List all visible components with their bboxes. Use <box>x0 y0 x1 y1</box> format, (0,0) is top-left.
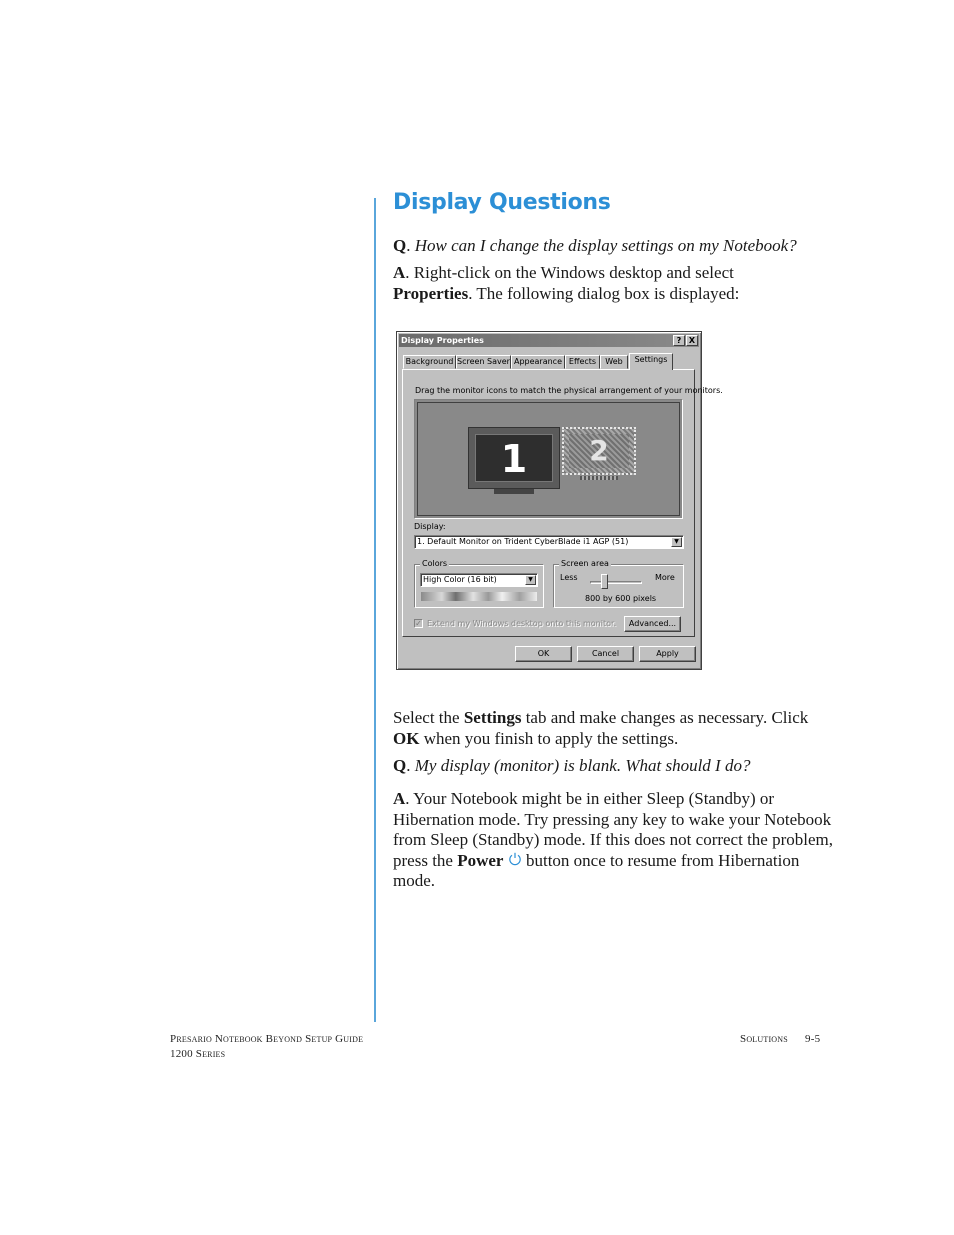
ok-button[interactable]: OK <box>515 646 572 662</box>
tab-background[interactable]: Background <box>403 355 456 369</box>
color-spectrum-bar <box>421 592 537 601</box>
extend-desktop-checkbox[interactable]: ✓ <box>415 619 422 628</box>
monitor-2-stand <box>580 476 618 480</box>
close-button[interactable]: X <box>686 335 698 346</box>
answer-2: A. Your Notebook might be in either Sleep (Standby) or Hibernation mode. Try pressing any key to wake your Notebook from Sleep (Standby) mode. If this does not correct the problem, press the Power button once to resume from Hibernation mode. <box>393 789 833 890</box>
monitor-1-stand <box>494 489 534 494</box>
ok-term: OK <box>393 728 420 748</box>
dialog-titlebar <box>399 334 699 347</box>
tab-settings[interactable]: Settings <box>629 353 673 370</box>
margin-rule <box>374 198 376 1022</box>
screen-area-label: Screen area <box>561 559 609 568</box>
tab-appearance[interactable]: Appearance <box>511 355 565 369</box>
tab-web[interactable]: Web <box>600 355 628 369</box>
question-2: Q. My display (monitor) is blank. What should I do? <box>393 756 751 775</box>
more-label: More <box>655 573 675 582</box>
section-title: Display Questions <box>393 190 611 215</box>
footer-guide-title: Presario Notebook Beyond Setup Guide <box>170 1033 364 1045</box>
properties-term: Properties <box>393 283 469 303</box>
q-label: Q <box>393 756 407 775</box>
dialog-title: Display Properties <box>401 336 484 345</box>
display-properties-dialog <box>396 331 723 670</box>
screen-area-group <box>553 559 684 608</box>
resolution-slider-track[interactable] <box>590 581 642 584</box>
a-text: . Right-click on the Windows desktop and select <box>405 263 734 282</box>
apply-button[interactable]: Apply <box>639 646 696 662</box>
display-value: 1. Default Monitor on Trident CyberBlade i1 AGP (51) <box>417 537 629 546</box>
resolution-slider-thumb[interactable] <box>601 574 608 589</box>
colors-select[interactable] <box>420 573 538 587</box>
chevron-down-icon[interactable]: ▼ <box>671 537 682 547</box>
cancel-button[interactable]: Cancel <box>577 646 634 662</box>
a-text-after: . The following dialog box is displayed: <box>468 283 740 303</box>
display-select[interactable] <box>414 535 684 549</box>
monitor-1-number: 1 <box>475 434 553 482</box>
chevron-down-icon[interactable]: ▼ <box>525 575 536 585</box>
q-label: Q <box>393 236 407 255</box>
a-label: A <box>393 789 406 808</box>
power-icon <box>508 852 522 867</box>
instruction-text: Drag the monitor icons to match the physical arrangement of your monitors. <box>415 386 723 395</box>
extend-desktop-label: Extend my Windows desktop onto this monitor. <box>427 619 617 628</box>
q-text: How can I change the display settings on my Notebook? <box>414 236 797 255</box>
tab-screen-saver[interactable]: Screen Saver <box>456 355 511 369</box>
tab-effects[interactable]: Effects <box>565 355 600 369</box>
colors-value: High Color (16 bit) <box>423 575 497 584</box>
footer-series: 1200 Series <box>170 1048 226 1060</box>
a-label: A <box>393 263 406 282</box>
resolution-value: 800 by 600 pixels <box>585 594 657 603</box>
power-term: Power <box>457 850 504 870</box>
help-button[interactable]: ? <box>673 335 685 346</box>
answer-1 <box>393 263 833 304</box>
colors-label: Colors <box>422 559 448 568</box>
monitor-preview <box>414 399 683 519</box>
colors-group <box>414 559 544 608</box>
question-1: Q. How can I change the display settings on my Notebook? <box>393 236 797 255</box>
advanced-button[interactable]: Advanced... <box>624 616 681 632</box>
settings-term: Settings <box>463 708 522 727</box>
q-text: My display (monitor) is blank. What should I do? <box>414 756 751 775</box>
footer-section: Solutions <box>740 1033 788 1045</box>
monitor-2-number: 2 <box>569 434 629 468</box>
monitor-1-icon[interactable] <box>468 427 560 489</box>
less-label: Less <box>560 573 578 582</box>
paragraph-settings: Select the Settings tab and make changes as necessary. Click OK when you finish to apply the settings. <box>393 708 809 748</box>
page-number: 9-5 <box>805 1033 821 1045</box>
monitor-2-icon[interactable] <box>562 427 636 475</box>
display-label: Display: <box>414 522 446 531</box>
